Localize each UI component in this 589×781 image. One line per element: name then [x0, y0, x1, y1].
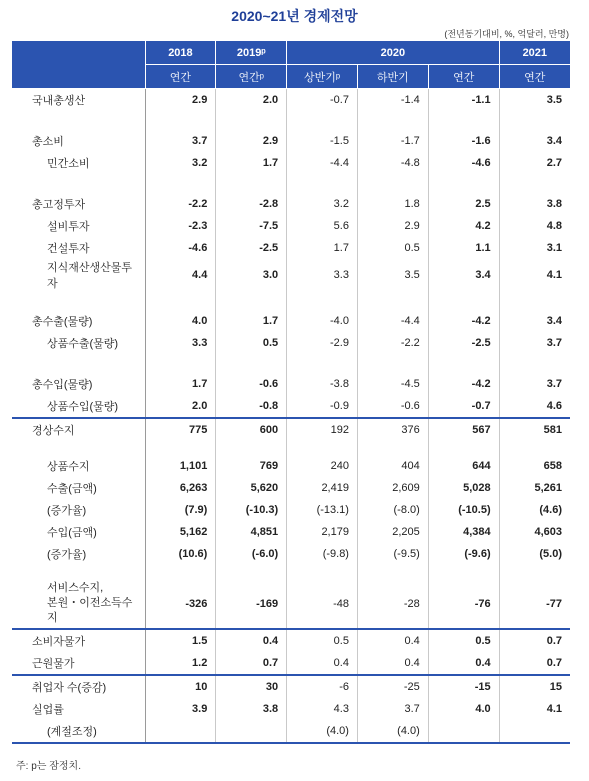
value-cell: (10.6) [145, 543, 216, 565]
value-cell: 3.8 [546, 198, 562, 210]
table-row [12, 698, 570, 720]
header-year-2019: 2019ᵖ [216, 41, 287, 65]
spacer-cell [216, 111, 287, 130]
table-row [12, 395, 570, 418]
value-cell: -0.8 [216, 395, 287, 418]
table-row [12, 455, 570, 477]
value-cell: -77 [546, 597, 562, 610]
spacer-cell [12, 354, 145, 373]
spacer-cell [145, 565, 216, 579]
value-cell: -2.2 [145, 193, 216, 215]
value-cell: 3.0 [216, 259, 287, 291]
value-cell: -4.6 [145, 237, 216, 259]
value-cell: 4.6 [546, 400, 562, 412]
row-label: 설비투자 [12, 215, 145, 237]
table-row [12, 259, 570, 291]
value-cell [145, 720, 216, 743]
row-label: 근원물가 [12, 652, 145, 675]
table-body [12, 89, 570, 744]
table-row [12, 629, 570, 652]
value-cell: 2,419 [287, 477, 358, 499]
value-cell: 0.7 [216, 652, 287, 675]
value-cell: (-6.0) [216, 543, 287, 565]
row-label: 상품수입(물량) [12, 395, 145, 418]
value-cell: 3.8 [216, 698, 287, 720]
spacer-cell [287, 354, 358, 373]
value-cell: 3.2 [145, 152, 216, 174]
row-label: 건설투자 [12, 237, 145, 259]
value-cell: 3.4 [428, 259, 499, 291]
spacer-cell [216, 565, 287, 579]
value-cell: 3.4 [546, 315, 562, 327]
value-cell [428, 720, 499, 743]
table-row [12, 332, 570, 354]
row-label: 민간소비 [12, 152, 145, 174]
header-row-years [12, 41, 570, 65]
value-cell: 3.3 [145, 332, 216, 354]
row-label-line1: 서비스수지, [47, 582, 104, 594]
value-cell: 3.2 [287, 193, 358, 215]
value-cell: -0.7 [428, 395, 499, 418]
value-cell: (4.0) [357, 720, 428, 743]
value-cell: -4.2 [428, 310, 499, 332]
header-year-2020: 2020 [287, 41, 499, 65]
spacer-cell [12, 441, 145, 455]
value-cell: -4.8 [357, 152, 428, 174]
value-cell: 3.5 [546, 94, 562, 106]
value-cell: 4,851 [216, 521, 287, 543]
spacer-cell [12, 291, 145, 310]
value-cell: 2,609 [357, 477, 428, 499]
value-cell: 1.5 [145, 629, 216, 652]
spacer-cell [499, 441, 570, 455]
value-cell: -1.5 [287, 130, 358, 152]
value-cell: 2,205 [357, 521, 428, 543]
value-cell: 3.5 [357, 259, 428, 291]
spacer-cell [12, 174, 145, 193]
spacer-row [12, 565, 570, 579]
value-cell: -0.9 [287, 395, 358, 418]
table-row [12, 310, 570, 332]
value-cell: 3.7 [145, 130, 216, 152]
row-label: 상품수출(물량) [12, 332, 145, 354]
value-cell: 0.4 [216, 629, 287, 652]
row-label [12, 579, 145, 629]
table-row [12, 720, 570, 743]
row-label: 총수출(물량) [12, 310, 145, 332]
spacer-cell [216, 441, 287, 455]
value-cell: 3.7 [546, 378, 562, 390]
value-cell: 2.7 [546, 157, 562, 169]
spacer-cell [499, 354, 570, 373]
table-row [12, 237, 570, 259]
spacer-row [12, 174, 570, 193]
value-cell: 6,263 [145, 477, 216, 499]
value-cell: 644 [428, 455, 499, 477]
value-cell: -0.6 [216, 373, 287, 395]
value-cell: -7.5 [216, 215, 287, 237]
value-cell: 2.9 [357, 215, 428, 237]
spacer-row [12, 441, 570, 455]
value-cell: 1.7 [145, 373, 216, 395]
spacer-cell [499, 111, 570, 130]
value-cell: 10 [145, 675, 216, 698]
value-cell: 4.0 [145, 310, 216, 332]
spacer-cell [145, 441, 216, 455]
spacer-cell [12, 565, 145, 579]
value-cell: -4.4 [357, 310, 428, 332]
value-cell: -4.4 [287, 152, 358, 174]
value-cell: (7.9) [145, 499, 216, 521]
value-cell: 0.4 [357, 652, 428, 675]
table-row [12, 193, 570, 215]
value-cell: 4,603 [534, 526, 562, 538]
value-cell: -25 [357, 675, 428, 698]
value-cell: 3.3 [287, 259, 358, 291]
value-cell: -1.7 [357, 130, 428, 152]
spacer-cell [216, 354, 287, 373]
value-cell: (4.0) [287, 720, 358, 743]
spacer-cell [357, 111, 428, 130]
value-cell: 15 [499, 675, 570, 698]
value-cell: (-10.3) [216, 499, 287, 521]
row-label: 총고정투자 [12, 193, 145, 215]
value-cell: 192 [287, 418, 358, 441]
table-row [12, 675, 570, 698]
spacer-cell [287, 441, 358, 455]
row-label: 지식재산생산물투자 [12, 259, 145, 291]
row-label: 소비자물가 [12, 629, 145, 652]
row-label: 총수입(물량) [12, 373, 145, 395]
table-row [12, 130, 570, 152]
value-cell: 5,028 [428, 477, 499, 499]
value-cell: 30 [216, 675, 287, 698]
row-label: (계절조정) [12, 720, 145, 743]
value-cell: 3.4 [546, 135, 562, 147]
spacer-cell [499, 565, 570, 579]
value-cell: 0.7 [499, 629, 570, 652]
spacer-cell [499, 174, 570, 193]
table-row [12, 579, 570, 629]
value-cell: 2.9 [145, 89, 216, 112]
value-cell: 0.4 [428, 652, 499, 675]
value-cell: 0.5 [287, 629, 358, 652]
value-cell: -0.6 [357, 395, 428, 418]
value-cell: 1.7 [287, 237, 358, 259]
value-cell: 1,101 [145, 455, 216, 477]
value-cell: -3.8 [287, 373, 358, 395]
row-label: (증가율) [12, 543, 145, 565]
spacer-cell [145, 174, 216, 193]
value-cell: 0.5 [357, 237, 428, 259]
value-cell: -4.2 [428, 373, 499, 395]
value-cell: 4.8 [546, 220, 562, 232]
row-label: 수출(금액) [12, 477, 145, 499]
value-cell: -2.5 [428, 332, 499, 354]
table-row [12, 373, 570, 395]
footnote: 주: p는 잠정치. [16, 761, 81, 772]
value-cell: -2.2 [357, 332, 428, 354]
value-cell: 567 [428, 418, 499, 441]
value-cell: (-9.8) [287, 543, 358, 565]
value-cell: (4.6) [539, 504, 562, 516]
header-sub-2021-annual: 연간 [499, 65, 570, 89]
value-cell: 1.2 [145, 652, 216, 675]
header-sub-2020-h1: 상반기ᵖ [287, 65, 358, 89]
value-cell: 0.4 [357, 629, 428, 652]
spacer-cell [216, 291, 287, 310]
value-cell: (-10.5) [428, 499, 499, 521]
spacer-row [12, 354, 570, 373]
value-cell: 3.1 [546, 242, 562, 254]
header-year-2021: 2021 [499, 41, 570, 65]
table-title: 2020~21년 경제전망 [231, 8, 358, 24]
row-label-line2: 본원・이전소득수지 [47, 597, 133, 624]
value-cell: 0.4 [287, 652, 358, 675]
table-row [12, 152, 570, 174]
value-cell: (-9.6) [428, 543, 499, 565]
unit-note: (전년동기대비, %, 억달러, 만명) [444, 29, 569, 39]
spacer-cell [499, 291, 570, 310]
spacer-cell [357, 291, 428, 310]
table-row [12, 521, 570, 543]
value-cell: 2.9 [216, 130, 287, 152]
spacer-cell [428, 174, 499, 193]
value-cell: -48 [287, 579, 358, 629]
table-row [12, 89, 570, 112]
value-cell: 4.0 [428, 698, 499, 720]
spacer-cell [357, 441, 428, 455]
value-cell: 775 [145, 418, 216, 441]
spacer-cell [145, 354, 216, 373]
forecast-table [12, 41, 570, 744]
row-label: 국내총생산 [12, 89, 145, 112]
value-cell: 0.5 [428, 629, 499, 652]
value-cell: 376 [357, 418, 428, 441]
spacer-cell [145, 111, 216, 130]
spacer-cell [357, 174, 428, 193]
value-cell: 2.0 [145, 395, 216, 418]
spacer-cell [287, 565, 358, 579]
value-cell: 4.2 [428, 215, 499, 237]
spacer-cell [287, 174, 358, 193]
spacer-cell [287, 111, 358, 130]
value-cell: 3.9 [145, 698, 216, 720]
value-cell [216, 720, 287, 743]
row-label: 상품수지 [12, 455, 145, 477]
value-cell: 4.3 [287, 698, 358, 720]
value-cell: 0.5 [216, 332, 287, 354]
value-cell: -76 [428, 579, 499, 629]
row-label: 취업자 수(증감) [12, 675, 145, 698]
spacer-row [12, 291, 570, 310]
value-cell: -2.8 [216, 193, 287, 215]
value-cell: 1.1 [428, 237, 499, 259]
header-sub-2018-annual: 연간 [145, 65, 216, 89]
row-label: 수입(금액) [12, 521, 145, 543]
spacer-cell [12, 111, 145, 130]
value-cell: (5.0) [539, 548, 562, 560]
value-cell: 1.7 [216, 310, 287, 332]
value-cell: -2.9 [287, 332, 358, 354]
spacer-row [12, 111, 570, 130]
value-cell: -1.1 [428, 89, 499, 112]
header-year-2018: 2018 [145, 41, 216, 65]
value-cell: (-13.1) [287, 499, 358, 521]
value-cell: 2.0 [216, 89, 287, 112]
header-corner [12, 41, 145, 89]
table-row [12, 215, 570, 237]
value-cell: 5,162 [145, 521, 216, 543]
spacer-cell [145, 291, 216, 310]
value-cell: -6 [287, 675, 358, 698]
spacer-cell [428, 291, 499, 310]
value-cell [499, 720, 570, 743]
header-sub-2020-h2: 하반기 [357, 65, 428, 89]
spacer-cell [216, 174, 287, 193]
value-cell: 5.6 [287, 215, 358, 237]
value-cell: -2.3 [145, 215, 216, 237]
table-row [12, 499, 570, 521]
value-cell: -4.6 [428, 152, 499, 174]
value-cell: -15 [428, 675, 499, 698]
value-cell: 1.7 [216, 152, 287, 174]
value-cell: 0.7 [546, 657, 562, 669]
spacer-cell [357, 565, 428, 579]
value-cell: 4.1 [546, 269, 562, 281]
value-cell: -2.5 [216, 237, 287, 259]
value-cell: 3.7 [546, 337, 562, 349]
spacer-cell [428, 565, 499, 579]
value-cell: 658 [543, 460, 562, 472]
value-cell: 581 [499, 418, 570, 441]
value-cell: 4.1 [546, 703, 562, 715]
spacer-cell [428, 441, 499, 455]
row-label: 실업률 [12, 698, 145, 720]
value-cell: 1.8 [357, 193, 428, 215]
value-cell: 240 [287, 455, 358, 477]
value-cell: 2.5 [428, 193, 499, 215]
value-cell: 5,261 [534, 482, 562, 494]
value-cell: 4,384 [428, 521, 499, 543]
value-cell: 4.4 [145, 259, 216, 291]
value-cell: (-8.0) [357, 499, 428, 521]
table-row [12, 418, 570, 441]
value-cell: 769 [216, 455, 287, 477]
table-row [12, 652, 570, 675]
spacer-cell [428, 111, 499, 130]
value-cell: -28 [357, 579, 428, 629]
value-cell: -4.0 [287, 310, 358, 332]
value-cell: -4.5 [357, 373, 428, 395]
row-label: 경상수지 [12, 418, 145, 441]
header-sub-2020-annual: 연간 [428, 65, 499, 89]
value-cell: 2,179 [287, 521, 358, 543]
value-cell: -169 [216, 579, 287, 629]
value-cell: 3.7 [357, 698, 428, 720]
row-label: 총소비 [12, 130, 145, 152]
table-row [12, 477, 570, 499]
value-cell: -1.6 [428, 130, 499, 152]
value-cell: -0.7 [287, 89, 358, 112]
header-sub-2019-annual: 연간ᵖ [216, 65, 287, 89]
row-label: (증가율) [12, 499, 145, 521]
value-cell: -326 [145, 579, 216, 629]
value-cell: 5,620 [216, 477, 287, 499]
value-cell: 600 [216, 418, 287, 441]
table-row [12, 543, 570, 565]
value-cell: 404 [357, 455, 428, 477]
spacer-cell [357, 354, 428, 373]
value-cell: (-9.5) [357, 543, 428, 565]
value-cell: -1.4 [357, 89, 428, 112]
spacer-cell [428, 354, 499, 373]
spacer-cell [287, 291, 358, 310]
